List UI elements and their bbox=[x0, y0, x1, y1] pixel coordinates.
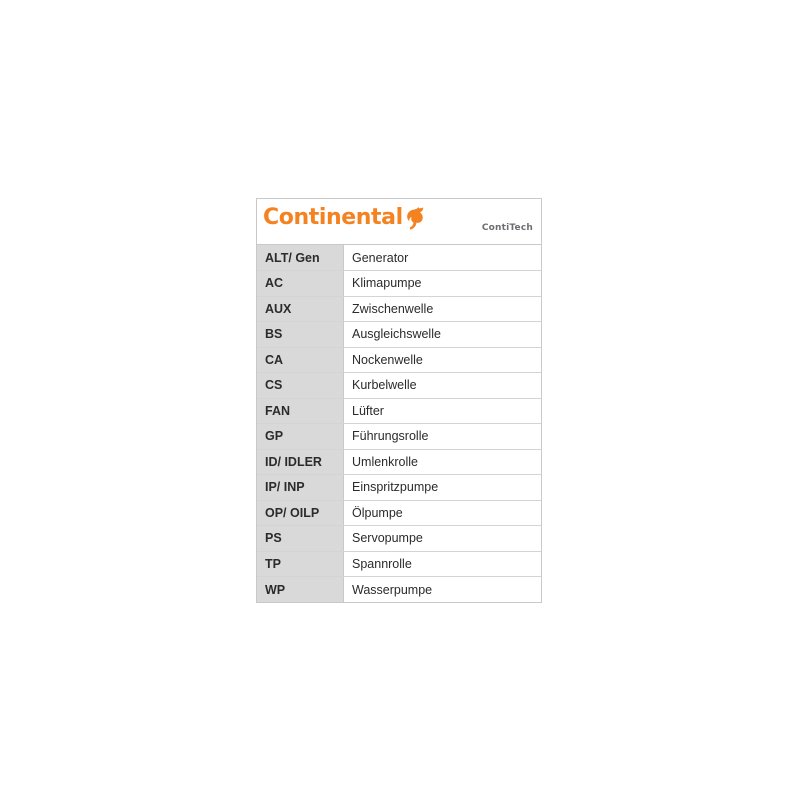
table-row bbox=[257, 245, 541, 271]
abbr-code: CA bbox=[257, 347, 344, 373]
table-row bbox=[257, 424, 541, 450]
abbr-code: IP/ INP bbox=[257, 475, 344, 501]
abbreviation-card bbox=[256, 198, 542, 603]
brand-header bbox=[257, 199, 541, 245]
table-row bbox=[257, 296, 541, 322]
table-row bbox=[257, 398, 541, 424]
table-row bbox=[257, 577, 541, 603]
abbr-desc: Kurbelwelle bbox=[344, 373, 542, 399]
abbr-code: FAN bbox=[257, 398, 344, 424]
table-row bbox=[257, 526, 541, 552]
continental-logo bbox=[263, 206, 425, 230]
table-row bbox=[257, 475, 541, 501]
abbr-desc: Umlenkrolle bbox=[344, 449, 542, 475]
abbr-code: GP bbox=[257, 424, 344, 450]
brand-name: Continental bbox=[263, 205, 403, 230]
abbr-desc: Generator bbox=[344, 245, 542, 271]
horse-icon bbox=[405, 206, 425, 230]
abbr-desc: Nockenwelle bbox=[344, 347, 542, 373]
table-row bbox=[257, 347, 541, 373]
abbr-desc: Servopumpe bbox=[344, 526, 542, 552]
abbr-code: AC bbox=[257, 271, 344, 297]
abbr-desc: Zwischenwelle bbox=[344, 296, 542, 322]
abbr-desc: Ölpumpe bbox=[344, 500, 542, 526]
abbr-desc: Klimapumpe bbox=[344, 271, 542, 297]
abbr-desc: Lüfter bbox=[344, 398, 542, 424]
abbr-desc: Führungsrolle bbox=[344, 424, 542, 450]
abbr-code: AUX bbox=[257, 296, 344, 322]
table-row bbox=[257, 271, 541, 297]
abbr-code: ID/ IDLER bbox=[257, 449, 344, 475]
abbreviation-table bbox=[257, 245, 541, 602]
abbr-code: BS bbox=[257, 322, 344, 348]
abbr-code: TP bbox=[257, 551, 344, 577]
table-row bbox=[257, 373, 541, 399]
table-row bbox=[257, 500, 541, 526]
table-row bbox=[257, 449, 541, 475]
abbr-code: WP bbox=[257, 577, 344, 603]
abbr-desc: Einspritzpumpe bbox=[344, 475, 542, 501]
sub-brand-label: ContiTech bbox=[481, 223, 533, 233]
abbr-code: PS bbox=[257, 526, 344, 552]
table-row bbox=[257, 551, 541, 577]
abbr-code: CS bbox=[257, 373, 344, 399]
abbr-desc: Spannrolle bbox=[344, 551, 542, 577]
abbr-code: OP/ OILP bbox=[257, 500, 344, 526]
abbr-desc: Ausgleichswelle bbox=[344, 322, 542, 348]
table-row bbox=[257, 322, 541, 348]
abbr-code: ALT/ Gen bbox=[257, 245, 344, 271]
abbr-desc: Wasserpumpe bbox=[344, 577, 542, 603]
